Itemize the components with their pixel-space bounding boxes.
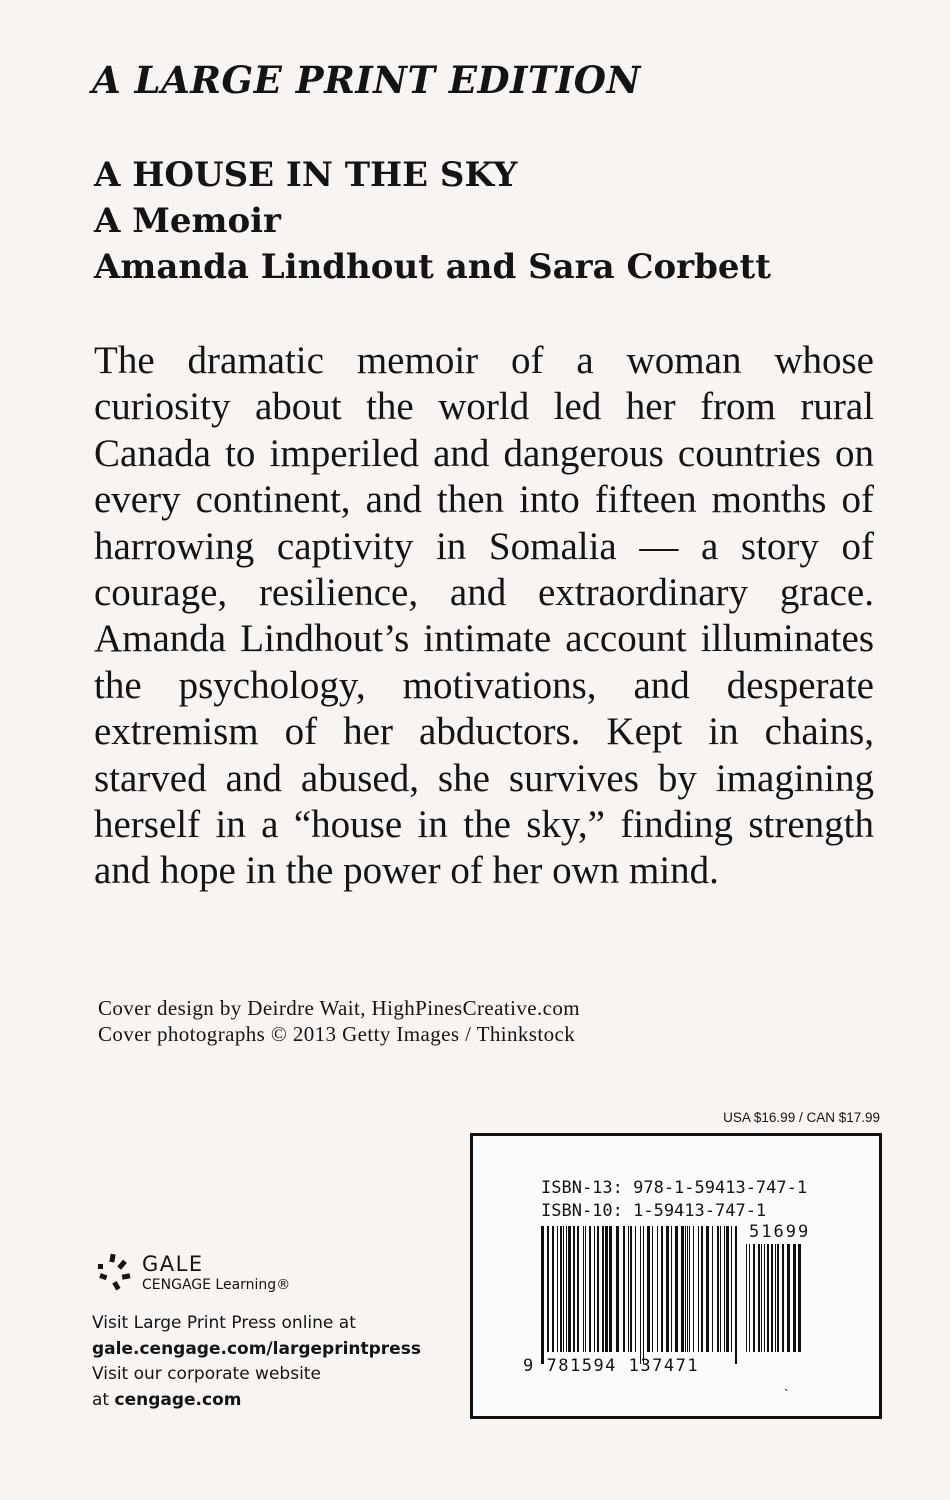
barcode-bar	[687, 1226, 688, 1352]
barcode-bar	[605, 1226, 608, 1352]
barcode-bar	[661, 1226, 663, 1352]
addon-barcode	[746, 1244, 804, 1364]
barcode-bar	[775, 1244, 776, 1352]
ean-digits: 9 781594 137471	[523, 1356, 700, 1376]
barcode-bar	[675, 1226, 678, 1352]
isbn-13: ISBN-13: 978-1-59413-747-1	[541, 1178, 808, 1198]
barcode-bar	[628, 1226, 629, 1352]
barcode-bar	[724, 1226, 725, 1352]
cover-credits	[98, 995, 580, 1047]
corporate-url-line: at cengage.com	[92, 1389, 242, 1410]
barcode-bar	[652, 1226, 653, 1352]
barcode-bar	[609, 1226, 612, 1352]
barcode-bar	[616, 1226, 619, 1352]
barcode-bar	[568, 1226, 571, 1352]
barcode-bar	[698, 1226, 699, 1352]
book-title: A HOUSE IN THE SKY	[94, 155, 518, 195]
barcode-bar	[643, 1226, 644, 1364]
barcode-bar	[787, 1244, 790, 1352]
barcode-bar	[689, 1226, 690, 1352]
barcode-bar	[761, 1244, 762, 1352]
gale-wordmark: GALE	[142, 1252, 204, 1276]
barcode-bar	[746, 1244, 747, 1352]
barcode-bar	[693, 1226, 694, 1352]
edition-label: A LARGE PRINT EDITION	[92, 58, 641, 102]
barcode-bar	[602, 1226, 604, 1352]
gale-logo	[92, 1250, 322, 1300]
photo-credit: Cover photographs © 2013 Getty Images / Thinkstock	[98, 1022, 576, 1046]
barcode-bar	[640, 1226, 641, 1364]
barcode-bar	[753, 1244, 755, 1352]
barcode-bar	[647, 1226, 650, 1352]
barcode-bar	[731, 1226, 732, 1352]
barcode-bar	[577, 1226, 579, 1352]
visit-line-1: Visit Large Print Press online at	[92, 1313, 356, 1333]
title-block	[94, 152, 771, 290]
barcode-bar	[657, 1226, 658, 1352]
barcode-bar	[685, 1226, 686, 1352]
barcode-bar	[771, 1244, 773, 1352]
book-description: The dramatic memoir of a woman whose curiosity about the world led her from rural Canada to imperiled and dangerous countries on every continent, and then into fifteen months of harrowing captivity in Somalia — a story of courage, resilience, and extraordinary grace. Amanda Lindhout’s intimate account illuminates the psychology, motivations, and desperate extremism of her abductors. Kept in chains, starved and abused, she survives by imagining herself in a “house in the sky,” finding strength and hope in the power of her own mind.	[94, 339, 874, 893]
barcode-bar	[793, 1244, 796, 1352]
scan-mark: `	[784, 1386, 789, 1402]
large-print-url[interactable]: gale.cengage.com/largeprintpress	[92, 1338, 421, 1359]
barcode-bar	[671, 1226, 672, 1352]
barcode-bar	[566, 1226, 567, 1352]
barcode-bar	[717, 1226, 719, 1352]
design-credit: Cover design by Deirdre Wait, HighPinesCreative.com	[98, 996, 580, 1020]
barcode-bar	[583, 1226, 584, 1352]
cengage-tagline: CENGAGE Learning®	[142, 1277, 291, 1293]
ean-barcode	[541, 1226, 739, 1364]
book-authors: Amanda Lindhout and Sara Corbett	[94, 247, 771, 287]
publisher-info	[92, 1311, 421, 1413]
barcode-bar	[573, 1226, 575, 1352]
barcode-bar	[563, 1226, 564, 1352]
barcode-bar	[764, 1244, 765, 1352]
barcode-bar	[706, 1226, 709, 1352]
barcode-bar	[541, 1226, 544, 1364]
visit-line-2: Visit our corporate website	[92, 1364, 321, 1384]
barcode-bar	[777, 1244, 779, 1352]
barcode-bar	[701, 1226, 703, 1352]
barcode-bar	[798, 1244, 801, 1352]
barcode-bar	[630, 1226, 632, 1352]
price-label: USA $16.99 / CAN $17.99	[723, 1110, 880, 1125]
barcode-bar	[547, 1226, 549, 1352]
barcode-box	[470, 1133, 882, 1419]
barcode-bar	[767, 1244, 769, 1352]
barcode-bar	[560, 1226, 562, 1352]
barcode-bar	[589, 1226, 591, 1352]
barcode-bar	[635, 1226, 636, 1352]
barcode-bar	[782, 1244, 784, 1352]
barcode-bar	[726, 1226, 729, 1352]
barcode-bar	[594, 1226, 595, 1352]
barcode-bar	[666, 1226, 669, 1352]
barcode-bar	[552, 1226, 554, 1352]
barcode-bar	[720, 1226, 721, 1352]
barcode-bar	[623, 1226, 625, 1352]
barcode-bar	[735, 1226, 737, 1364]
barcode-bar	[712, 1226, 713, 1352]
barcode-bar	[758, 1244, 760, 1352]
barcode-bar	[749, 1244, 750, 1352]
barcode-bar	[557, 1226, 558, 1352]
barcode-bar	[585, 1226, 586, 1352]
book-subtitle: A Memoir	[94, 201, 281, 241]
gale-logo-icon	[92, 1252, 136, 1296]
price-addon-digits: 51699	[749, 1222, 811, 1242]
corporate-url[interactable]: cengage.com	[114, 1389, 242, 1410]
isbn-10: ISBN-10: 1-59413-747-1	[541, 1201, 767, 1221]
barcode-bar	[681, 1226, 684, 1352]
barcode-bar	[597, 1226, 599, 1352]
